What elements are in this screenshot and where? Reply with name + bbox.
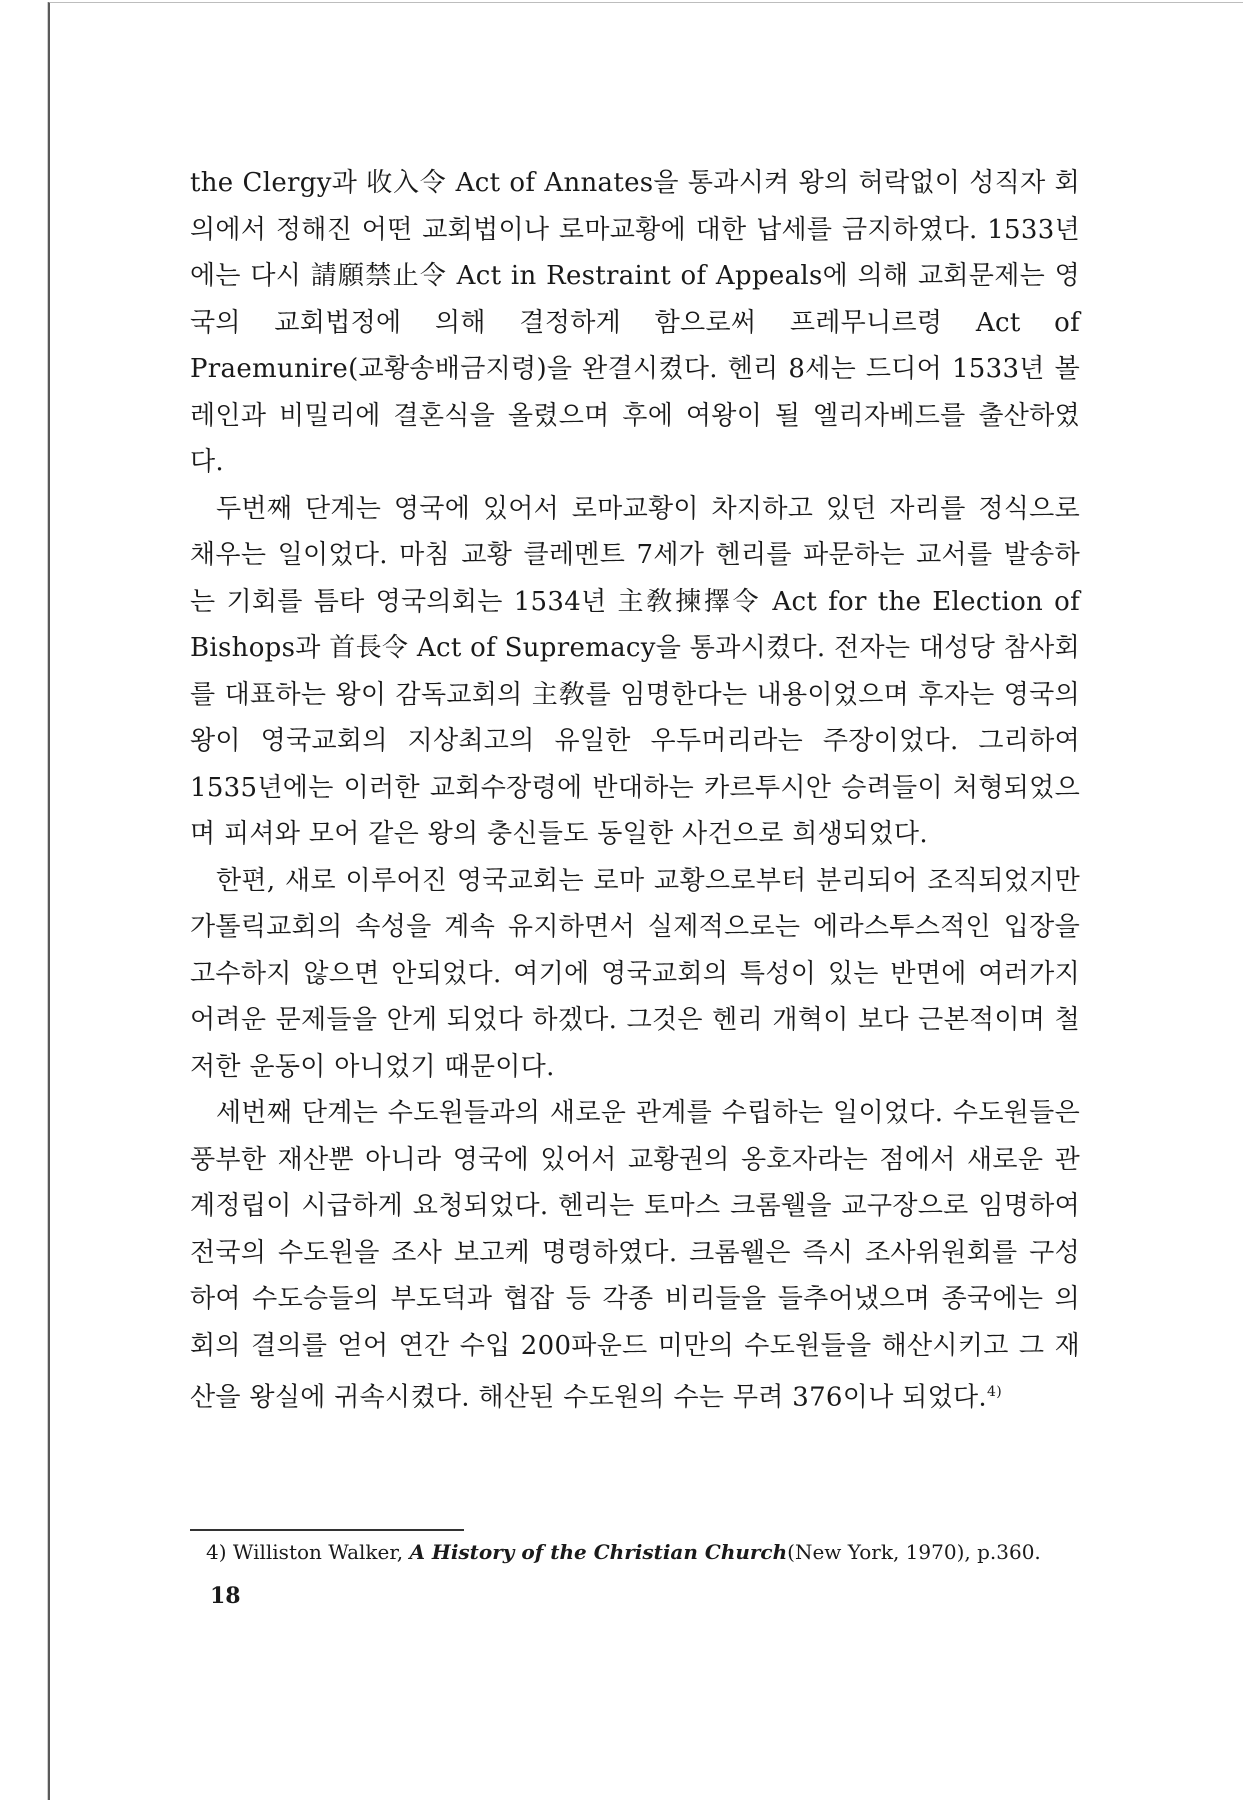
paragraph-1: the Clergy과 收入令 Act of Annates을 통과시켜 왕의 허락없이 성직자 회의에서 정해진 어떤 교회법이나 로마교황에 대한 납세를 금지하였다. 1533년에는 다시 請願禁止令 Act in Restraint of Appeals에 의해 교회문제는 영국의 교회법정에 의해 결정하게 함으로써 프레무니르령 Act of Praemunire(교황송배금지령)을 완결시켰다. 헨리 8세는 드디어 1533년 볼레인과 비밀리에 결혼식을 올렸으며 후에 여왕이 될 엘리자베드를 출산하였다. <box>190 168 1080 477</box>
footnote-divider <box>190 1529 464 1531</box>
footnote-reference: 4) <box>987 1384 1002 1400</box>
page-body <box>190 160 1080 1421</box>
paragraph-2: 두번째 단계는 영국에 있어서 로마교황이 차지하고 있던 자리를 정식으로 채우는 일이었다. 마침 교황 클레멘트 7세가 헨리를 파문하는 교서를 발송하는 기회를 틈타 영국의회는 1534년 主敎揀擇令 Act for the Election of Bishops과 首長令 Act of Supremacy을 통과시켰다. 전자는 대성당 참사회를 대표하는 왕이 감독교회의 主敎를 임명한다는 내용이었으며 후자는 영국의 왕이 영국교회의 지상최고의 유일한 우두머리라는 주장이었다. 그리하여 1535년에는 이러한 교회수장령에 반대하는 카르투시안 승려들이 처형되었으며 피셔와 모어 같은 왕의 충신들도 동일한 사건으로 희생되었다. <box>190 493 1080 849</box>
footnote-publication: (New York, 1970), p.360. <box>787 1540 1041 1564</box>
footnote-title: A History of the Christian Church <box>409 1540 788 1564</box>
footnote-marker: 4) <box>206 1540 227 1564</box>
footnote-author: Williston Walker, <box>232 1540 404 1564</box>
paragraph-3: 한편, 새로 이루어진 영국교회는 로마 교황으로부터 분리되어 조직되었지만 가톨릭교회의 속성을 계속 유지하면서 실제적으로는 에라스투스적인 입장을 고수하지 않으면 안되었다. 여기에 영국교회의 특성이 있는 반면에 여러가지 어려운 문제들을 안게 되었다 하겠다. 그것은 헨리 개혁이 보다 근본적이며 철저한 운동이 아니었기 때문이다. <box>190 865 1080 1082</box>
paragraph-4-text: 세번째 단계는 수도원들과의 새로운 관계를 수립하는 일이었다. 수도원들은 풍부한 재산뿐 아니라 영국에 있어서 교황권의 옹호자라는 점에서 새로운 관계정립이 시급하게 요청되었다. 헨리는 토마스 크롬웰을 교구장으로 임명하여 전국의 수도원을 조사 보고케 명령하였다. 크롬웰은 즉시 조사위원회를 구성하여 수도승들의 부도덕과 협잡 등 각종 비리들을 들추어냈으며 종국에는 의회의 결의를 얻어 연간 수입 200파운드 미만의 수도원들을 해산시키고 그 재산을 왕실에 귀속시켰다. 해산된 수도원의 수는 무려 376이나 되었다. <box>190 1098 1080 1413</box>
paragraph-4 <box>190 1090 1080 1421</box>
footnote <box>206 1538 1086 1566</box>
page-number: 18 <box>210 1583 241 1609</box>
